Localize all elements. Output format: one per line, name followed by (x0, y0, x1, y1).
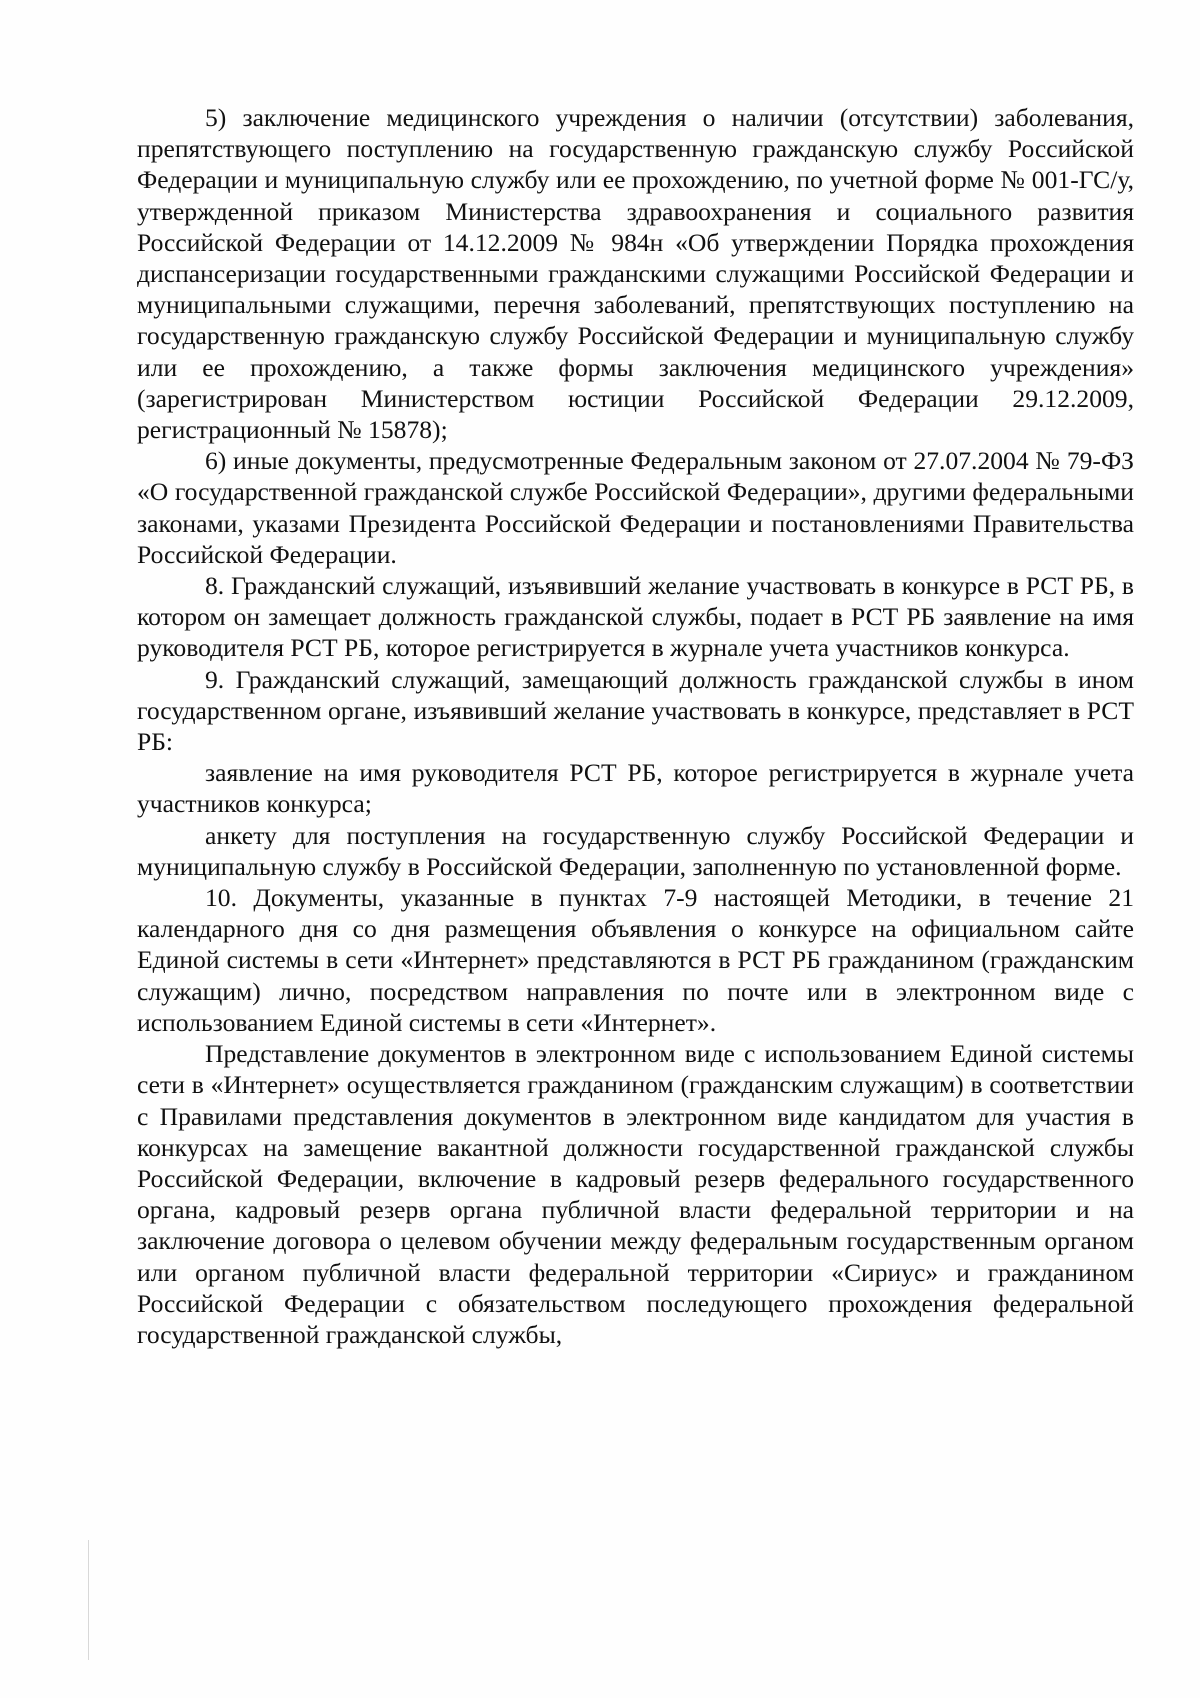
paragraph-electronic-submission: Представление документов в электронном виде с использованием Единой системы сети в «Интернет» осуществляется гражданином (гражданским служащим) в соответствии с Правилами представления документов в электронном виде кандидатом для участия в конкурсах на замещение вакантной должности государственной гражданской службы Российской Федерации, включение в кадровый резерв федерального государственного органа, кадровый резерв органа публичной власти федеральной территории и на заключение договора о целевом обучении между федеральным государственным органом или органом публичной власти федеральной территории «Сириус» и гражданином Российской Федерации с обязательством последующего прохождения федеральной государственной гражданской службы, (137, 1039, 1134, 1349)
paragraph-item-5: 5) заключение медицинского учреждения о наличии (отсутствии) заболевания, препятствующего поступлению на государственную гражданскую службу Российской Федерации и муниципальную службу или ее прохождению, по учетной форме № 001-ГС/у, утвержденной приказом Министерства здравоохранения и социального развития Российской Федерации от 14.12.2009 № 984н «Об утверждении Порядка прохождения диспансеризации государственными гражданскими служащими Российской Федерации и муниципальными служащими, перечня заболеваний, препятствующих поступлению на государственную гражданскую службу Российской Федерации и муниципальную службу или ее прохождению, а также формы заключения медицинского учреждения» (зарегистрирован Министерством юстиции Российской Федерации 29.12.2009, регистрационный № 15878); (137, 103, 1134, 445)
paragraph-item-6: 6) иные документы, предусмотренные Федеральным законом от 27.07.2004 № 79-ФЗ «О государственной гражданской службе Российской Федерации», другими федеральными законами, указами Президента Российской Федерации и постановлениями Правительства Российской Федерации. (137, 446, 1134, 569)
paragraph-clause-8: 8. Гражданский служащий, изъявивший желание участвовать в конкурсе в РСТ РБ, в котором он замещает должность гражданской службы, подает в РСТ РБ заявление на имя руководителя РСТ РБ, которое регистрируется в журнале учета участников конкурса. (137, 571, 1134, 663)
scan-edge-mark (88, 1540, 89, 1660)
paragraph-clause-9: 9. Гражданский служащий, замещающий должность гражданской службы в ином государственном органе, изъявивший желание участвовать в конкурсе, представляет в РСТ РБ: (137, 664, 1134, 757)
paragraph-clause-9-application: заявление на имя руководителя РСТ РБ, которое регистрируется в журнале учета участников конкурса; (137, 758, 1134, 819)
document-body (137, 102, 1134, 1350)
paragraph-clause-9-questionnaire: анкету для поступления на государственную службу Российской Федерации и муниципальную службу в Российской Федерации, заполненную по установленной форме. (137, 820, 1134, 881)
paragraph-clause-10: 10. Документы, указанные в пунктах 7-9 настоящей Методики, в течение 21 календарного дня со дня размещения объявления о конкурсе на официальном сайте Единой системы в сети «Интернет» представляются в РСТ РБ гражданином (гражданским служащим) лично, посредством направления по почте или в электронном виде с использованием Единой системы в сети «Интернет». (137, 883, 1134, 1037)
